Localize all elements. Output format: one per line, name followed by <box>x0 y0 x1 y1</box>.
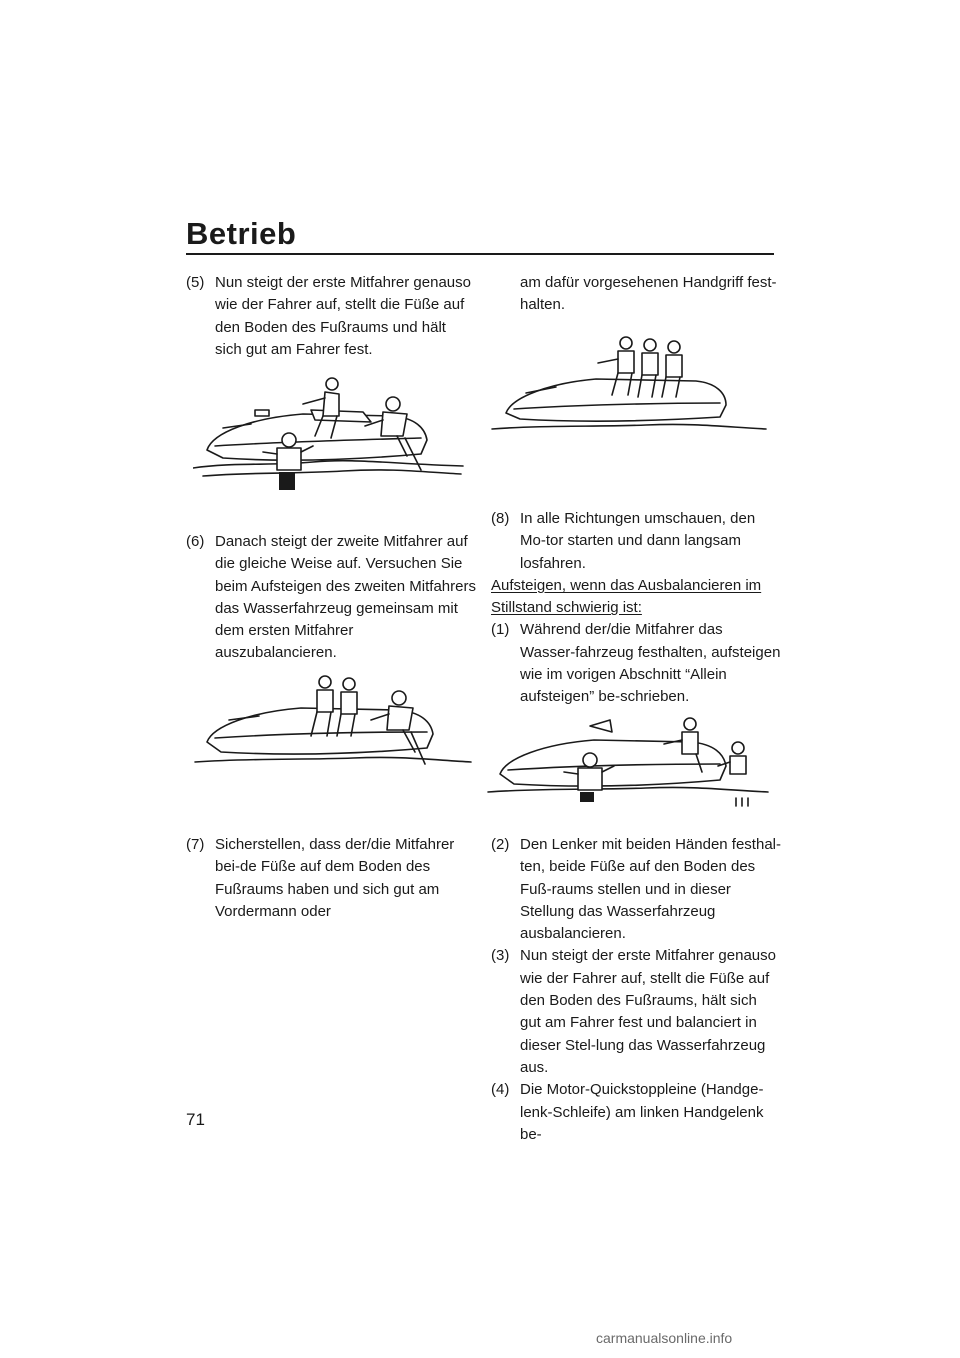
step-8-block <box>491 508 781 709</box>
step-text: Nun steigt der erste Mitfahrer genauso wie der Fahrer auf, stellt die Füße auf den Boden des Fußraums und hält sich gut am Fahrer fest. <box>215 274 471 358</box>
page-title: Betrieb <box>186 216 297 251</box>
step-number: (3) <box>491 947 510 965</box>
illustration-three-riders-seated <box>486 333 771 438</box>
step-number: (5) <box>186 274 205 291</box>
step-5 <box>186 272 476 361</box>
step-6 <box>186 531 476 665</box>
step-number: (1) <box>491 621 510 639</box>
title-rule <box>186 253 774 255</box>
step-number: (4) <box>491 1081 510 1099</box>
step-number: (7) <box>186 836 205 853</box>
illustration-passenger-boarding <box>193 376 473 496</box>
illustration-passengers-holding-craft <box>486 712 771 812</box>
step-number: (8) <box>491 510 510 527</box>
step-text: Den Lenker mit beiden Händen festhal-ten, beide Füße auf den Boden des Fuß-raums stellen und in dieser Stellung das Wasserfahrzeug ausbalancieren. <box>520 836 781 943</box>
step-text: Sicherstellen, dass der/die Mitfahrer bei-de Füße auf dem Boden des Fußraums haben und sich gut am Vordermann oder <box>215 836 455 920</box>
illustration-second-passenger-boarding <box>193 674 473 786</box>
step-text: Danach steigt der zweite Mitfahrer auf die gleiche Weise auf. Versuchen Sie beim Aufsteigen des zweiten Mitfahrers das Wasserfahrzeug gemeinsam mit dem ersten Mitfahrer auszubalancieren. <box>215 533 476 662</box>
page-number: 71 <box>186 1110 205 1129</box>
step-text: Während der/die Mitfahrer das Wasser-fahrzeug festhalten, aufsteigen wie im vorigen Abschnitt “Allein aufsteigen” be-schrieben. <box>520 621 781 706</box>
step-text: Die Motor-Quickstoppleine (Handge-lenk-Schleife) am linken Handgelenk be- <box>520 1081 764 1143</box>
step-7 <box>186 834 476 923</box>
step-text: Nun steigt der erste Mitfahrer genauso wie der Fahrer auf, stellt die Füße auf den Boden des Fußraums, hält sich gut am Fahrer fest und balanciert in dieser Stel-lung das Wasserfahrzeug aus. <box>520 947 776 1076</box>
step-number: (2) <box>491 836 510 853</box>
step-7-continued <box>491 272 781 317</box>
steps-2-4 <box>491 834 781 1146</box>
step-text: In alle Richtungen umschauen, den Mo-tor starten und dann langsam losfahren. <box>520 510 756 572</box>
section-subheading: Aufsteigen, wenn das Ausbalancieren im Stillstand schwierig ist: <box>491 576 762 617</box>
step-number: (6) <box>186 533 205 550</box>
step-text: am dafür vorgesehenen Handgriff fest-halten. <box>520 274 777 314</box>
watermark: carmanualsonline.info <box>596 1330 733 1346</box>
